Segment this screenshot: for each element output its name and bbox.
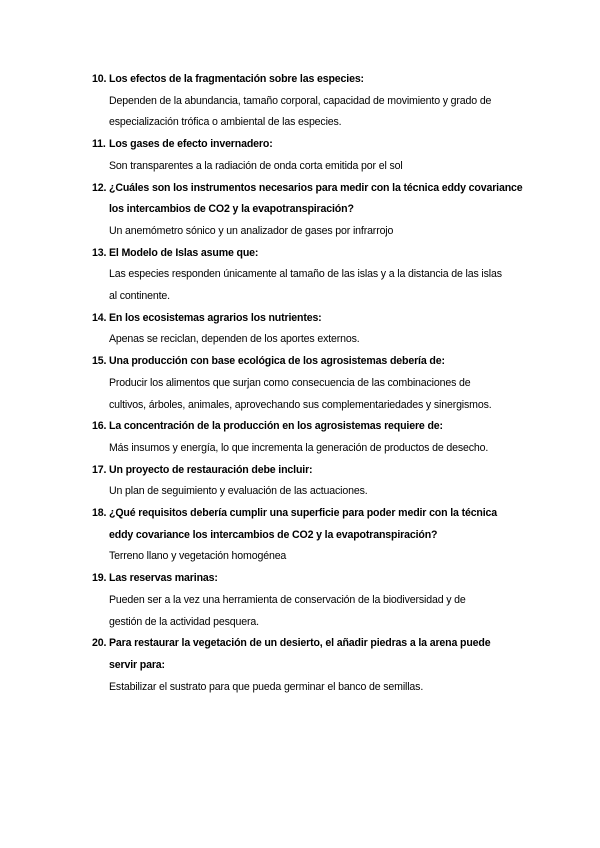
answer-text: Un plan de seguimiento y evaluación de las actuaciones.	[109, 485, 368, 498]
question-text: Los efectos de la fragmentación sobre las especies:	[109, 73, 364, 85]
question-line	[92, 247, 258, 260]
answer-text: gestión de la actividad pesquera.	[109, 615, 259, 628]
question-text: El Modelo de Islas asume que:	[109, 246, 259, 259]
answer-text: Dependen de la abundancia, tamaño corporal, capacidad de movimiento y grado de	[109, 94, 492, 107]
answer-text: Apenas se reciclan, dependen de los aportes externos.	[109, 333, 360, 346]
question-number: 16.	[92, 420, 107, 433]
answer-text: Pueden ser a la vez una herramienta de conservación de la biodiversidad y de	[109, 593, 466, 606]
question-number: 18.	[92, 507, 107, 519]
question-line	[92, 637, 490, 650]
question-number: 14.	[92, 311, 107, 324]
question-text: ¿Qué requisitos debería cumplir una superficie para poder medir con la técnica	[109, 507, 498, 519]
question-text-continued: eddy covariance los intercambios de CO2 y la evapotranspiración?	[109, 528, 438, 541]
question-line	[92, 355, 445, 368]
question-line	[92, 420, 443, 433]
question-number: 12.	[92, 181, 107, 194]
question-text: La concentración de la producción en los agrosistemas requiere de:	[109, 420, 443, 433]
question-number: 13.	[92, 246, 107, 259]
question-number: 11.	[92, 138, 106, 151]
question-text: Una producción con base ecológica de los agrosistemas debería de:	[109, 355, 445, 368]
question-line	[92, 312, 322, 325]
answer-text: Terreno llano y vegetación homogénea	[109, 550, 287, 563]
answer-text: Las especies responden únicamente al tamaño de las islas y a la distancia de las islas	[109, 268, 502, 281]
question-number: 10.	[92, 73, 107, 85]
question-text: En los ecosistemas agrarios los nutrientes:	[109, 311, 322, 324]
answer-text: especialización trófica o ambiental de las especies.	[109, 116, 342, 129]
question-line	[92, 73, 364, 86]
question-number: 17.	[92, 463, 107, 476]
answer-text: Producir los alimentos que surjan como consecuencia de las combinaciones de	[109, 376, 471, 389]
question-number: 19.	[92, 572, 107, 585]
question-line	[92, 572, 218, 585]
answer-text: Más insumos y energía, lo que incrementa la generación de productos de desecho.	[109, 441, 489, 454]
question-line	[92, 464, 312, 477]
question-text: Para restaurar la vegetación de un desierto, el añadir piedras a la arena puede	[109, 637, 491, 650]
question-text: Las reservas marinas:	[109, 572, 218, 585]
question-line	[92, 507, 497, 520]
question-text: ¿Cuáles son los instrumentos necesarios para medir con la técnica eddy covariance	[109, 181, 523, 194]
answer-text: Un anemómetro sónico y un analizador de gases por infrarrojo	[109, 224, 394, 237]
question-line	[92, 138, 273, 151]
answer-text: Estabilizar el sustrato para que pueda germinar el banco de semillas.	[109, 680, 424, 693]
question-text-continued: servir para:	[109, 658, 165, 671]
answer-text: cultivos, árboles, animales, aprovechando sus complementariedades y sinergismos.	[109, 398, 492, 411]
question-line	[92, 182, 523, 195]
answer-text: al continente.	[109, 290, 170, 302]
question-number: 20.	[92, 637, 107, 650]
question-number: 15.	[92, 355, 107, 368]
question-text: Los gases de efecto invernadero:	[109, 138, 273, 151]
answer-text: Son transparentes a la radiación de onda corta emitida por el sol	[109, 159, 403, 172]
question-text: Un proyecto de restauración debe incluir:	[109, 463, 313, 476]
question-text-continued: los intercambios de CO2 y la evapotranspiración?	[109, 203, 354, 216]
